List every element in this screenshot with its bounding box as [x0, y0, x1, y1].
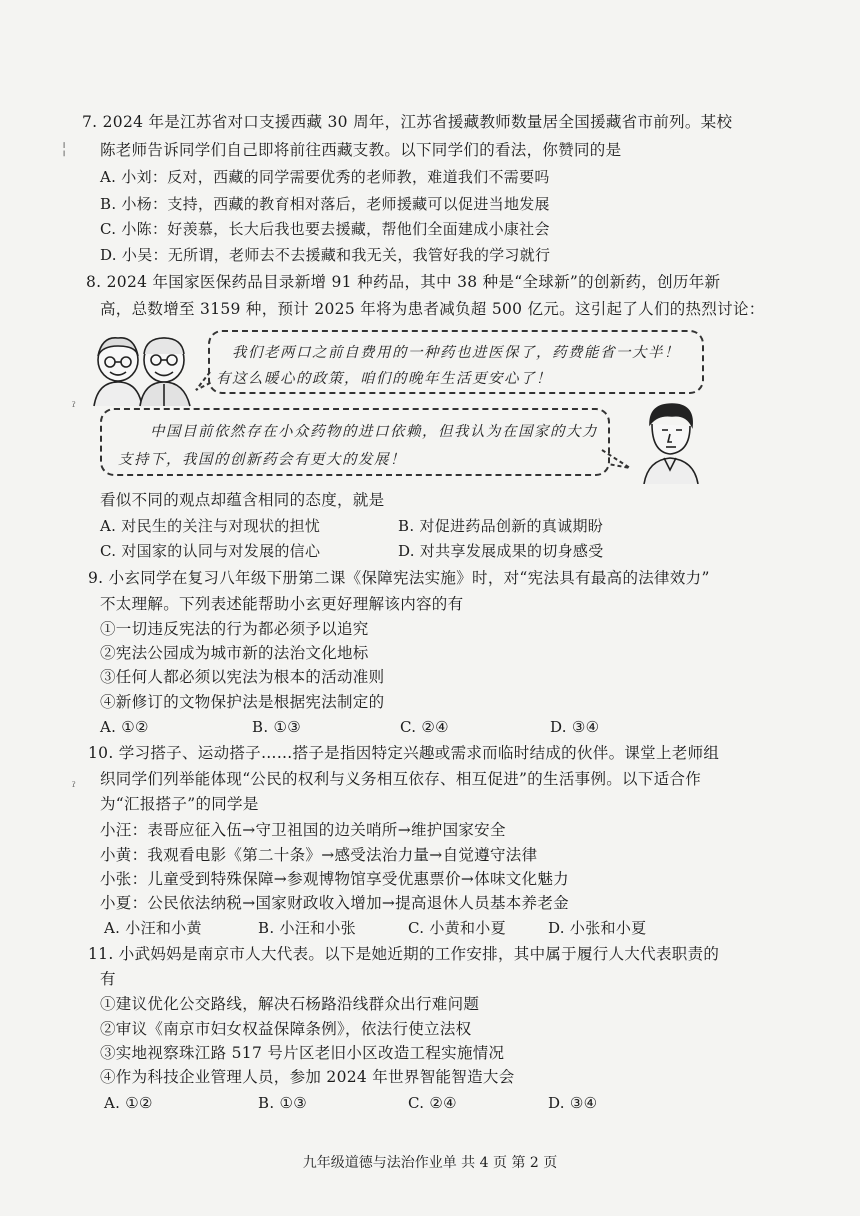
- young-man-illustration: [636, 400, 706, 484]
- q8-option-a: A. 对民生的关注与对现状的担忧: [100, 517, 321, 535]
- q10-option-d: D. 小张和小夏: [548, 919, 647, 937]
- q8-option-c: C. 对国家的认同与对发展的信心: [100, 542, 321, 560]
- scan-mark: ˀ: [72, 400, 76, 416]
- scan-mark: ╎: [60, 142, 69, 158]
- q11-item-1: ①建议优化公交路线，解决石杨路沿线群众出行难问题: [100, 995, 480, 1013]
- q11-option-c: C. ②④: [408, 1094, 457, 1112]
- q11-option-d: D. ③④: [548, 1094, 598, 1112]
- q10-item-1: 小汪：表哥应征入伍→守卫祖国的边关哨所→维护国家安全: [100, 821, 506, 839]
- elderly-couple-illustration: [80, 330, 200, 408]
- q7-option-d: D. 小吴：无所谓，老师去不去援藏和我无关，我管好我的学习就行: [100, 246, 551, 264]
- q10-item-4: 小夏：公民依法纳税→国家财政收入增加→提高退休人员基本养老金: [100, 894, 569, 912]
- q7-option-c: C. 小陈：好羡慕，长大后我也要去援藏，帮他们全面建成小康社会: [100, 220, 550, 238]
- q9-option-b: B. ①③: [252, 718, 301, 736]
- q10-option-a: A. 小汪和小黄: [104, 919, 202, 937]
- bubble-tail-icon: [600, 446, 632, 472]
- q9-item-1: ①一切违反宪法的行为都必须予以追究: [100, 620, 369, 638]
- q7-stem-line1: 7. 2024 年是江苏省对口支援西藏 30 周年，江苏省援藏教师数量居全国援藏省市前列。某校: [82, 113, 733, 131]
- q11-item-3: ③实地视察珠江路 517 号片区老旧小区改造工程实施情况: [100, 1044, 505, 1062]
- q11-item-2: ②审议《南京市妇女权益保障条例》，依法行使立法权: [100, 1020, 472, 1038]
- page-footer: 九年级道德与法治作业单 共 4 页 第 2 页: [302, 1155, 558, 1171]
- q10-option-c: C. 小黄和小夏: [408, 919, 506, 937]
- q11-stem-line2: 有: [100, 970, 116, 988]
- bubble-tail-icon: [192, 370, 216, 394]
- q11-option-a: A. ①②: [104, 1094, 153, 1112]
- q10-item-2: 小黄：我观看电影《第二十条》→感受法治力量→自觉遵守法律: [100, 846, 538, 864]
- q9-item-4: ④新修订的文物保护法是根据宪法制定的: [100, 693, 385, 711]
- bubble2-text-line1: 中国目前依然存在小众药物的进口依赖，但我认为在国家的大力: [150, 424, 598, 440]
- q8-stem-line2: 高，总数增至 3159 种，预计 2025 年将为患者减负超 500 亿元。这引起了人们的热烈讨论：: [100, 300, 765, 318]
- q7-stem-line2: 陈老师告诉同学们自己即将前往西藏支教。以下同学们的看法，你赞同的是: [100, 141, 622, 159]
- q11-stem-line1: 11. 小武妈妈是南京市人大代表。以下是她近期的工作安排，其中属于履行人大代表职责的: [88, 945, 720, 963]
- q11-option-b: B. ①③: [258, 1094, 307, 1112]
- q9-stem-line1: 9. 小玄同学在复习八年级下册第二课《保障宪法实施》时，对“宪法具有最高的法律效力”: [88, 569, 710, 587]
- q9-option-c: C. ②④: [400, 718, 449, 736]
- q9-option-a: A. ①②: [100, 718, 149, 736]
- q9-item-2: ②宪法公园成为城市新的法治文化地标: [100, 644, 369, 662]
- q10-stem-line2: 织同学们列举能体现“公民的权利与义务相互依存、相互促进”的生活事例。以下适合作: [100, 770, 702, 788]
- q8-stem-line1: 8. 2024 年国家医保药品目录新增 91 种药品，其中 38 种是“全球新”的创新药，创历年新: [86, 273, 721, 291]
- bubble1-text-line1: 我们老两口之前自费用的一种药也进医保了，药费能省一大半！: [232, 345, 680, 361]
- q11-item-4: ④作为科技企业管理人员，参加 2024 年世界智能智造大会: [100, 1068, 515, 1086]
- q7-option-a: A. 小刘：反对，西藏的同学需要优秀的老师教，难道我们不需要吗: [100, 168, 550, 186]
- q8-option-d: D. 对共享发展成果的切身感受: [398, 542, 604, 560]
- q7-option-b: B. 小杨：支持，西藏的教育相对落后，老师援藏可以促进当地发展: [100, 195, 550, 213]
- bubble1-text-line2: 有这么暖心的政策，咱们的晚年生活更安心了！: [216, 371, 552, 387]
- bubble2-text-line2: 支持下，我国的创新药会有更大的发展！: [118, 452, 406, 468]
- q10-stem-line3: 为“汇报搭子”的同学是: [100, 795, 259, 813]
- q9-stem-line2: 不太理解。下列表述能帮助小玄更好理解该内容的有: [100, 595, 464, 613]
- q8-option-b: B. 对促进药品创新的真诚期盼: [398, 517, 604, 535]
- q8-question: 看似不同的观点却蕴含相同的态度，就是: [100, 491, 385, 509]
- q10-stem-line1: 10. 学习搭子、运动搭子……搭子是指因特定兴趣或需求而临时结成的伙伴。课堂上老师组: [88, 744, 720, 762]
- scan-mark: ˀ: [72, 780, 76, 796]
- q10-option-b: B. 小汪和小张: [258, 919, 356, 937]
- q9-item-3: ③任何人都必须以宪法为根本的活动准则: [100, 668, 385, 686]
- q10-item-3: 小张：儿童受到特殊保障→参观博物馆享受优惠票价→体味文化魅力: [100, 870, 569, 888]
- q9-option-d: D. ③④: [550, 718, 600, 736]
